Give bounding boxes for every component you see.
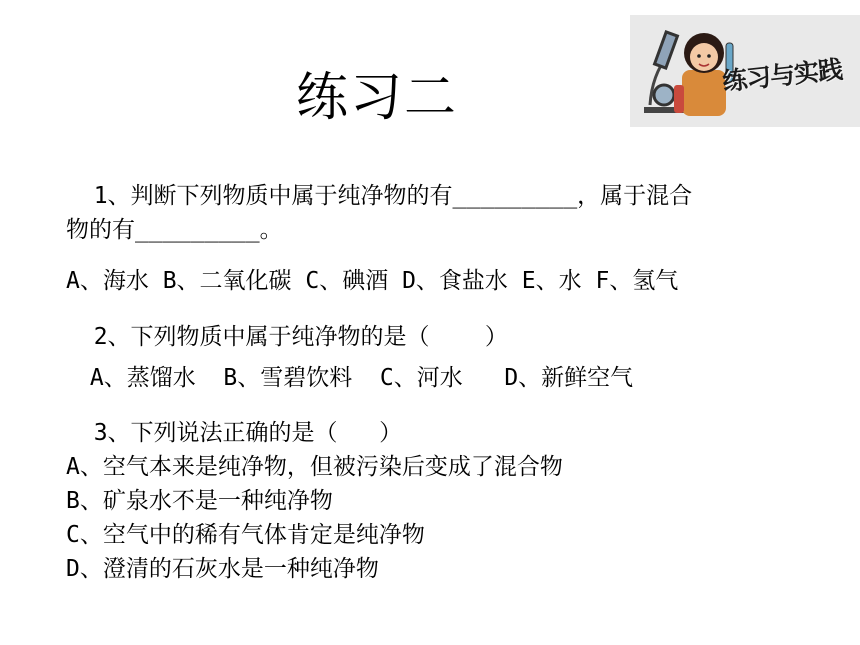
question-2-options: A、蒸馏水 B、雪碧饮料 C、河水 D、新鲜空气 — [76, 365, 634, 391]
question-1-options: A、海水 B、二氧化碳 C、碘酒 D、食盐水 E、水 F、氢气 — [66, 268, 679, 294]
question-3-option-a: A、空气本来是纯净物，但被污染后变成了混合物 — [66, 454, 563, 480]
question-2-stem: 2、下列物质中属于纯净物的是（ ） — [66, 324, 508, 350]
question-1-line-1: 1、判断下列物质中属于纯净物的有_________，属于混合 — [66, 183, 693, 209]
slide-title: 练习二 — [296, 68, 459, 128]
question-3-option-c: C、空气中的稀有气体肯定是纯净物 — [66, 522, 425, 548]
question-3-option-d: D、澄清的石灰水是一种纯净物 — [66, 556, 379, 582]
question-3-option-b: B、矿泉水不是一种纯净物 — [66, 488, 333, 514]
question-1-line-2: 物的有_________。 — [66, 217, 283, 243]
practice-badge-label: 练习与实践 — [720, 54, 844, 97]
question-3-stem: 3、下列说法正确的是（ ） — [66, 420, 403, 446]
